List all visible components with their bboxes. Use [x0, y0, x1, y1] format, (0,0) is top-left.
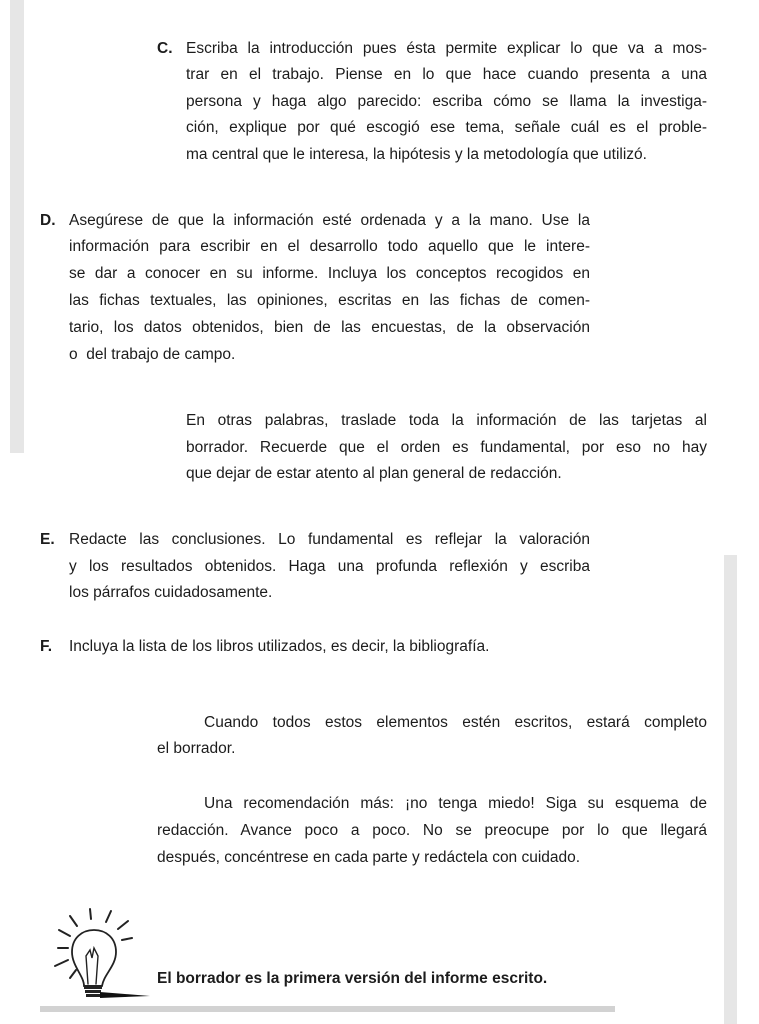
left-margin-bar	[10, 0, 24, 453]
item-text-line: las fichas textuales, las opiniones, escritas en las fichas de comen-	[69, 292, 590, 309]
note-line: borrador. Recuerde que el orden es fundamental, por eso no hay	[186, 439, 707, 456]
note-line: En otras palabras, traslade toda la información de las tarjetas al	[186, 412, 707, 429]
item-text-line: información para escribir en el desarrollo todo aquello que le intere-	[69, 238, 590, 255]
item-marker: C.	[157, 40, 173, 57]
closing-line: el borrador.	[157, 740, 236, 757]
item-text-line: Escriba la introducción pues ésta permite explicar lo que va a mos-	[186, 40, 707, 57]
closing-line: Una recomendación más: ¡no tenga miedo! Siga su esquema de	[204, 795, 707, 812]
note-line: que dejar de estar atento al plan general de redacción.	[186, 465, 562, 482]
item-marker: E.	[40, 531, 55, 548]
tip-text: El borrador es la primera versión del informe escrito.	[157, 970, 548, 987]
item-text-line: ción, explique por qué escogió ese tema, señale cuál es el proble-	[186, 119, 707, 136]
item-marker: D.	[40, 212, 56, 229]
item-text-line: Asegúrese de que la información esté ordenada y a la mano. Use la	[69, 212, 590, 229]
item-text-line: se dar a conocer en su informe. Incluya los conceptos recogidos en	[69, 265, 590, 282]
item-text-line: y los resultados obtenidos. Haga una profunda reflexión y escriba	[69, 558, 590, 575]
item-text-line: trar en el trabajo. Piense en lo que hace cuando presenta a una	[186, 66, 707, 83]
closing-line: Cuando todos estos elementos estén escritos, estará completo	[204, 714, 707, 731]
item-text-line: persona y haga algo parecido: escriba cómo se llama la investiga-	[186, 93, 707, 110]
item-text-line: los párrafos cuidadosamente.	[69, 584, 273, 601]
closing-line: redacción. Avance poco a poco. No se preocupe por lo que llegará	[157, 822, 707, 839]
item-text-line: o del trabajo de campo.	[69, 346, 236, 363]
item-text-line: Incluya la lista de los libros utilizados, es decir, la bibliografía.	[69, 638, 490, 655]
item-text-line: tario, los datos obtenidos, bien de las encuestas, de la observación	[69, 319, 590, 336]
lightbulb-icon	[50, 906, 155, 1002]
bottom-rule	[40, 1006, 615, 1012]
right-margin-bar	[724, 555, 737, 1024]
closing-line: después, concéntrese en cada parte y redáctela con cuidado.	[157, 849, 581, 866]
item-marker: F.	[40, 638, 53, 655]
item-text-line: Redacte las conclusiones. Lo fundamental es reflejar la valoración	[69, 531, 590, 548]
item-text-line: ma central que le interesa, la hipótesis y la metodología que utilizó.	[186, 146, 647, 163]
